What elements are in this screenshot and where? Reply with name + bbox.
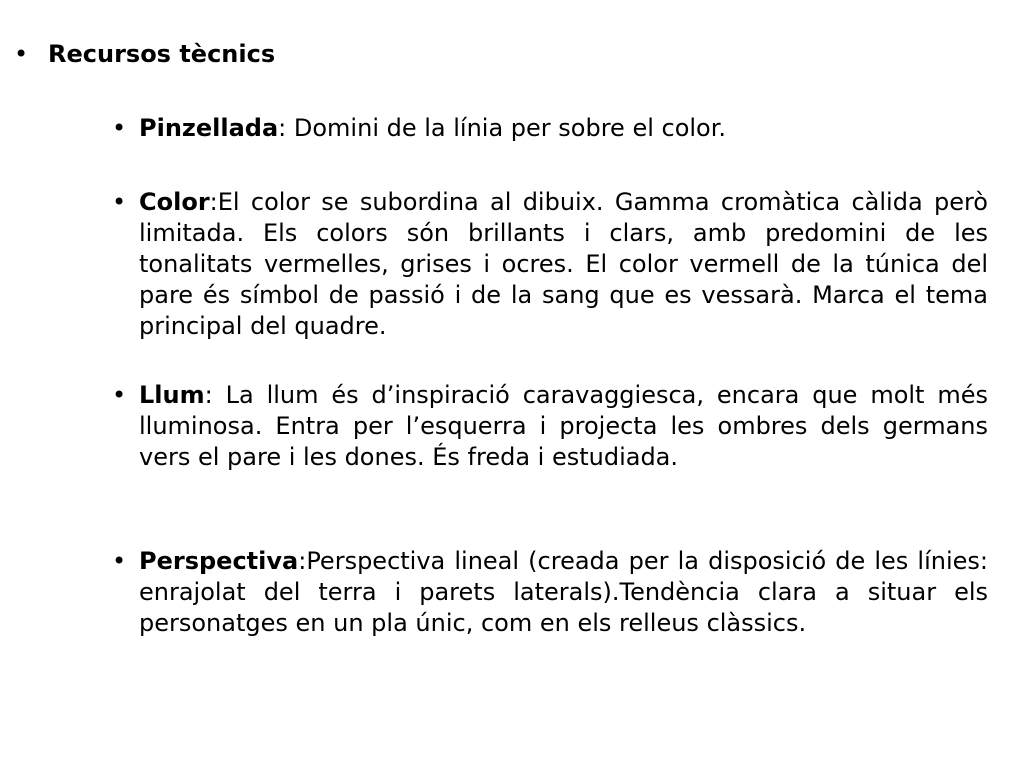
list-item-pinzellada: [112, 113, 988, 144]
list-item-color: [112, 187, 988, 342]
list-item-text: [139, 380, 988, 473]
item-separator: :: [209, 188, 218, 216]
item-term: Pinzellada: [139, 114, 279, 142]
list-item-perspectiva: [112, 546, 988, 639]
item-separator: :: [278, 114, 294, 142]
bullet-icon: •: [112, 114, 127, 142]
item-body: El color se subordina al dibuix. Gamma cromàtica càlida però limitada. Els colors són brillants i clars, amb predomini de les tonalitats vermelles, grises i ocres. El color vermell de la túnica del pare és símbol de passió i de la sang que es vessarà. Marca el tema principal del quadre.: [139, 188, 988, 340]
list-item-text: [139, 187, 988, 342]
list-item-text: [139, 546, 988, 639]
item-body: Domini de la línia per sobre el color.: [293, 114, 727, 142]
item-term: Llum: [139, 381, 205, 409]
item-body: Perspectiva lineal (creada per la disposició de les línies: enrajolat del terra i parets laterals).Tendència clara a situar els personatges en un pla únic, com en els relleus clàssics.: [139, 547, 988, 637]
slide-heading: [14, 36, 275, 72]
heading-bullet: •: [14, 40, 29, 68]
bullet-icon: •: [112, 188, 127, 216]
item-term: Color: [139, 188, 210, 216]
bullet-icon: •: [112, 547, 127, 575]
bullet-icon: •: [112, 381, 127, 409]
list-item-llum: [112, 380, 988, 473]
heading-text: Recursos tècnics: [48, 40, 276, 68]
list-item-text: [139, 113, 988, 144]
item-separator: :: [204, 381, 226, 409]
item-separator: :: [298, 547, 307, 575]
item-term: Perspectiva: [139, 547, 299, 575]
item-body: La llum és d’inspiració caravaggiesca, encara que molt més lluminosa. Entra per l’esquerra i projecta les ombres dels germans vers el pare i les dones. És freda i estudiada.: [139, 381, 989, 471]
